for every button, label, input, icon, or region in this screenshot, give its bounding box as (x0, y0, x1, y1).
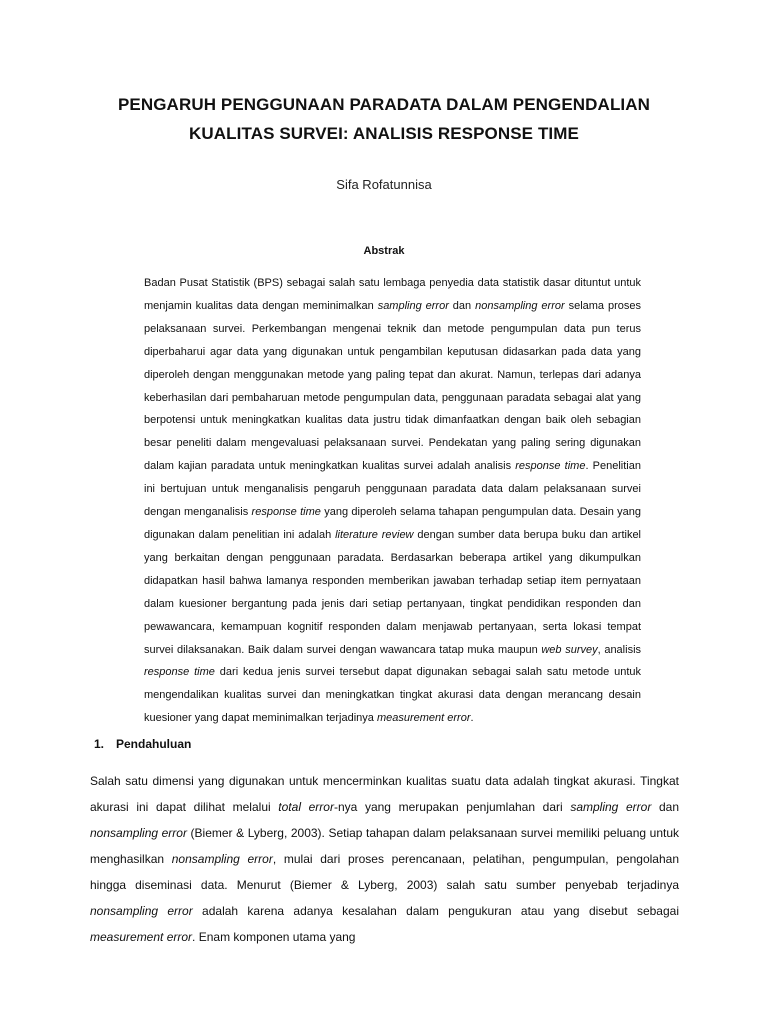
abstract-paragraph (144, 272, 641, 730)
introduction-body (90, 768, 679, 950)
body-text: adalah karena adanya kesalahan dalam pengukuran atau yang disebut sebagai (192, 904, 679, 918)
body-text: (Biemer & Lyberg, 2003). Setiap tahapan dalam pelaksanaan survei memiliki peluang untuk menghasilkan (90, 826, 680, 866)
body-term: sampling error (570, 800, 652, 814)
body-term: nonsampling error (90, 904, 193, 918)
abstract-term: response time (251, 506, 321, 519)
body-text: . Enam komponen utama yang (192, 930, 356, 944)
abstract-text: dari kedua jenis survei tersebut dapat digunakan sebagai salah satu metode untuk mengendalikan kualitas survei dan meningkatkan tingkat akurasi data dengan merancang desain kuesioner yang dapat meminimalkan terjadinya (144, 666, 641, 725)
abstract-text: selama proses pelaksanaan survei. Perkembangan mengenai teknik dan metode pengumpulan data pun terus diperbaharui agar data yang digunakan untuk pengambilan keputusan didasarkan pada data yang diperoleh dengan menggunakan metode yang paling tepat dan akurat. Namun, terlepas dari adanya keberhasilan dari pembaharuan metode pengumpulan data, penggunaan paradata sebagai alat yang berpotensi untuk meningkatkan kualitas data justru tidak dimanfaatkan dengan baik oleh sebagian besar peneliti dalam mengevaluasi pelaksanaan survei. Pendekatan yang paling sering digunakan dalam kajian paradata untuk meningkatkan kualitas survei adalah analisis (144, 299, 642, 473)
abstract-term: web survey (541, 643, 598, 656)
body-term: measurement error (90, 930, 193, 944)
body-term: nonsampling error (171, 852, 273, 866)
body-text: , mulai dari proses perencanaan, pelatihan, pengumpulan, pengolahan hingga diseminasi data. Menurut (Biemer & Lyberg, 2003) salah satu sumber penyebab terjadinya (90, 852, 679, 892)
abstract-text: dengan sumber data berupa buku dan artikel yang berkaitan dengan penggunaan paradata. Berdasarkan beberapa artikel yang dikumpulkan didapatkan hasil bahwa lamanya responden memberikan jawaban terhadap setiap item pernyataan dalam kuesioner bergantung pada jenis dari setiap pertanyaan, tingkat pendidikan responden dan pewawancara, kemampuan kognitif responden dalam menjawab pertanyaan, serta lokasi tempat survei dilaksanakan. Baik dalam survei dengan wawancara tatap muka maupun (144, 528, 642, 656)
body-paragraph (90, 768, 679, 950)
section-number: 1. (94, 737, 105, 751)
paper-title-line-1: PENGARUH PENGGUNAAN PARADATA DALAM PENGENDALIAN (117, 95, 650, 114)
abstract-term: response time (515, 460, 586, 473)
abstract-text: . Penelitian ini bertujuan untuk menganalisis pengaruh penggunaan paradata data dalam pelaksanaan survei dengan menganalisis (144, 460, 641, 519)
abstract-text: dan (448, 299, 476, 312)
body-text: dan (651, 800, 679, 814)
abstract-body (144, 272, 641, 730)
abstract-term: literature review (335, 528, 414, 541)
abstract-term: response time (144, 666, 215, 679)
body-term: nonsampling error (90, 826, 187, 840)
body-term: total error (278, 800, 334, 814)
abstract-text: yang diperoleh selama tahapan pengumpulan data. Desain yang digunakan dalam penelitian ini adalah (144, 506, 641, 541)
abstract-term: measurement error (376, 712, 471, 725)
body-text: -nya yang merupakan penjumlahan dari (333, 800, 571, 814)
section-heading (94, 737, 191, 751)
abstract-term: sampling error (377, 299, 449, 312)
author-name: Sifa Rofatunnisa (336, 177, 432, 192)
body-text: Salah satu dimensi yang digunakan untuk mencerminkan kualitas suatu data adalah tingkat akurasi. Tingkat akurasi ini dapat dilihat melalui (90, 774, 679, 814)
abstract-text: Badan Pusat Statistik (BPS) sebagai salah satu lembaga penyedia data statistik dasar dituntut untuk menjamin kualitas data dengan meminimalkan (144, 277, 641, 312)
abstract-term: nonsampling error (475, 299, 565, 312)
section-title: Pendahuluan (116, 737, 192, 751)
abstract-text: . (470, 712, 474, 725)
abstract-heading: Abstrak (363, 245, 405, 257)
abstract-text: , analisis (597, 643, 642, 656)
paper-title-line-2: KUALITAS SURVEI: ANALISIS RESPONSE TIME (189, 124, 579, 143)
